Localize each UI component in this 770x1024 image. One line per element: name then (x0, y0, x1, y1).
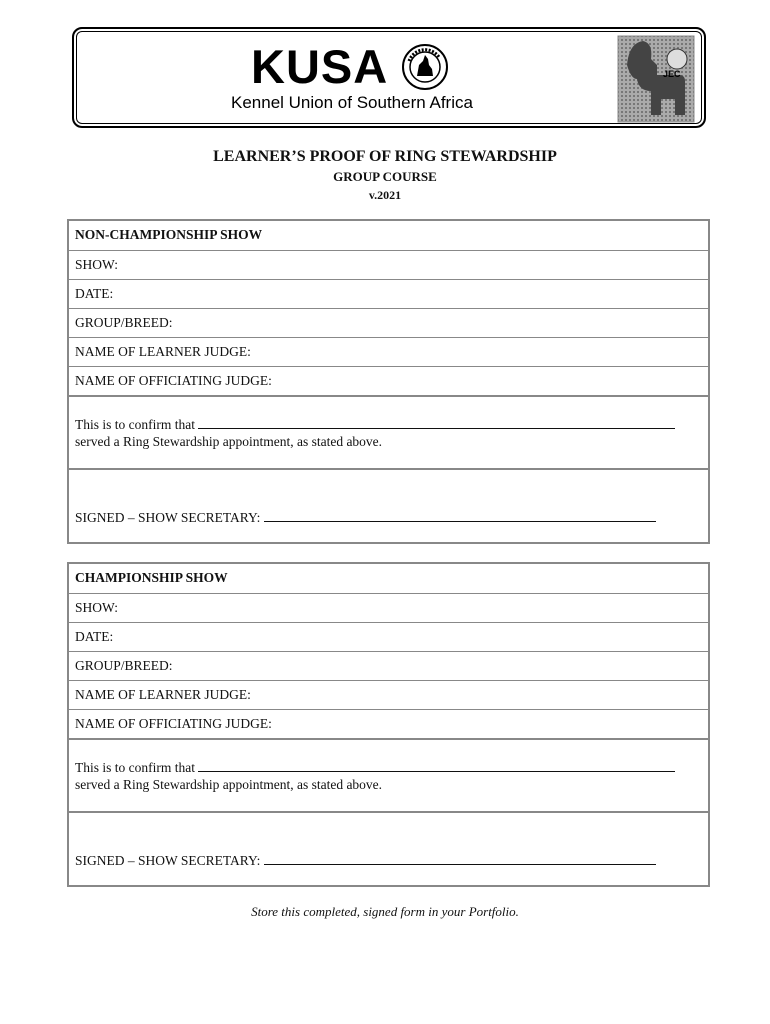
footer-note: Store this completed, signed form in your Portfolio. (251, 904, 519, 919)
page-title: LEARNER’S PROOF OF RING STEWARDSHIP (213, 148, 557, 165)
championship-section (67, 562, 710, 887)
confirmation-block (69, 740, 708, 813)
jec-label: JEC (663, 69, 681, 79)
section-heading: CHAMPIONSHIP SHOW (69, 564, 708, 594)
kusa-logo-text: KUSA (251, 40, 389, 93)
kusa-logo-subtitle: Kennel Union of Southern Africa (231, 93, 473, 112)
form-version: v.2021 (368, 188, 402, 202)
signed-label: SIGNED – SHOW SECRETARY: (75, 853, 261, 868)
jec-dog-logo-icon (617, 35, 695, 123)
secretary-signature-line[interactable] (264, 852, 656, 865)
section-heading: NON-CHAMPIONSHIP SHOW (69, 221, 708, 251)
officiating-judge-field[interactable]: NAME OF OFFICIATING JUDGE: (69, 710, 708, 740)
confirmation-block (69, 397, 708, 470)
kusa-seal-icon (401, 43, 449, 91)
date-field[interactable]: DATE: (69, 623, 708, 652)
confirm-text-2: served a Ring Stewardship appointment, as stated above. (75, 434, 383, 449)
header-box (72, 27, 706, 128)
learner-judge-field[interactable]: NAME OF LEARNER JUDGE: (69, 338, 708, 367)
date-field[interactable]: DATE: (69, 280, 708, 309)
group-breed-field[interactable]: GROUP/BREED: (69, 309, 708, 338)
confirm-text: This is to confirm that (75, 417, 195, 432)
signature-block (75, 509, 656, 526)
signature-block (75, 852, 656, 869)
show-field[interactable]: SHOW: (69, 251, 708, 280)
learner-name-line[interactable] (198, 416, 675, 429)
officiating-judge-field[interactable]: NAME OF OFFICIATING JUDGE: (69, 367, 708, 397)
secretary-signature-line[interactable] (264, 509, 656, 522)
signed-label: SIGNED – SHOW SECRETARY: (75, 510, 261, 525)
group-breed-field[interactable]: GROUP/BREED: (69, 652, 708, 681)
learner-name-line[interactable] (198, 759, 675, 772)
non-championship-section (67, 219, 710, 544)
page-subtitle: GROUP COURSE (333, 169, 437, 184)
show-field[interactable]: SHOW: (69, 594, 708, 623)
confirm-text-2: served a Ring Stewardship appointment, as stated above. (75, 777, 383, 792)
learner-judge-field[interactable]: NAME OF LEARNER JUDGE: (69, 681, 708, 710)
confirm-text: This is to confirm that (75, 760, 195, 775)
